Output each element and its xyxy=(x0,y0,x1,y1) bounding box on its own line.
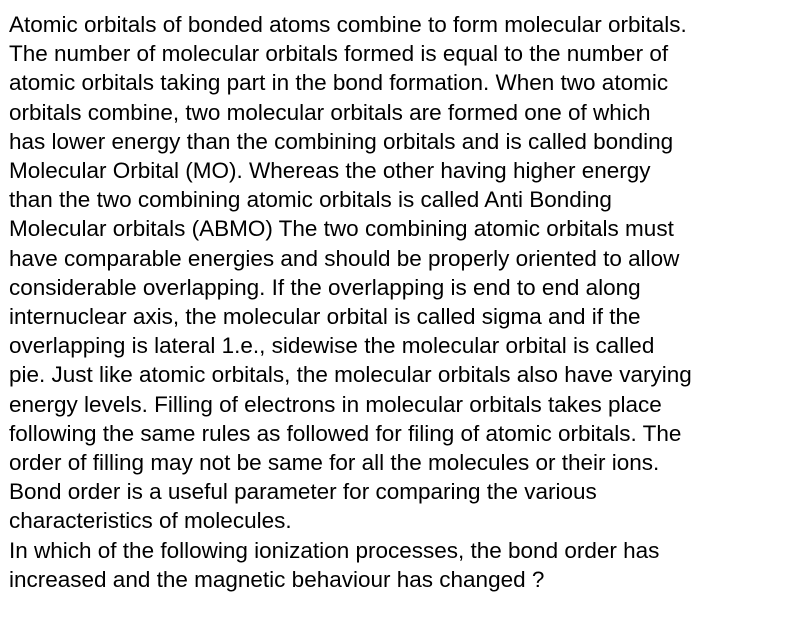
passage-line: Molecular orbitals (ABMO) The two combining atomic orbitals must xyxy=(9,216,674,242)
passage-line: have comparable energies and should be properly oriented to allow xyxy=(9,245,680,271)
passage-line: Bond order is a useful parameter for comparing the various xyxy=(9,479,597,505)
passage-line: characteristics of molecules. xyxy=(9,508,292,534)
passage-line: Atomic orbitals of bonded atoms combine to form molecular orbitals. xyxy=(9,12,687,37)
passage-line: internuclear axis, the molecular orbital is called sigma and if the xyxy=(9,304,641,330)
passage-line: considerable overlapping. If the overlapping is end to end along xyxy=(9,274,641,300)
question-line: increased and the magnetic behaviour has changed ? xyxy=(9,566,545,592)
passage-line: following the same rules as followed for filing of atomic orbitals. The xyxy=(9,420,682,446)
passage-text xyxy=(9,10,800,536)
passage-line: pie. Just like atomic orbitals, the molecular orbitals also have varying xyxy=(9,362,692,388)
passage-line: order of filling may not be same for all the molecules or their ions. xyxy=(9,450,660,476)
passage-line: has lower energy than the combining orbitals and is called bonding xyxy=(9,128,674,154)
passage-line: overlapping is lateral 1.e., sidewise the molecular orbital is called xyxy=(9,333,655,359)
passage-line: Molecular Orbital (MO). Whereas the other having higher energy xyxy=(9,158,651,184)
passage-line: The number of molecular orbitals formed is equal to the number of xyxy=(9,41,669,67)
question-text xyxy=(9,536,800,594)
question-line: In which of the following ionization processes, the bond order has xyxy=(9,537,660,563)
passage-line: energy levels. Filling of electrons in molecular orbitals takes place xyxy=(9,391,662,417)
passage-line: orbitals combine, two molecular orbitals are formed one of which xyxy=(9,99,651,125)
passage-line: atomic orbitals taking part in the bond formation. When two atomic xyxy=(9,70,669,96)
passage-line: than the two combining atomic orbitals is called Anti Bonding xyxy=(9,187,612,213)
